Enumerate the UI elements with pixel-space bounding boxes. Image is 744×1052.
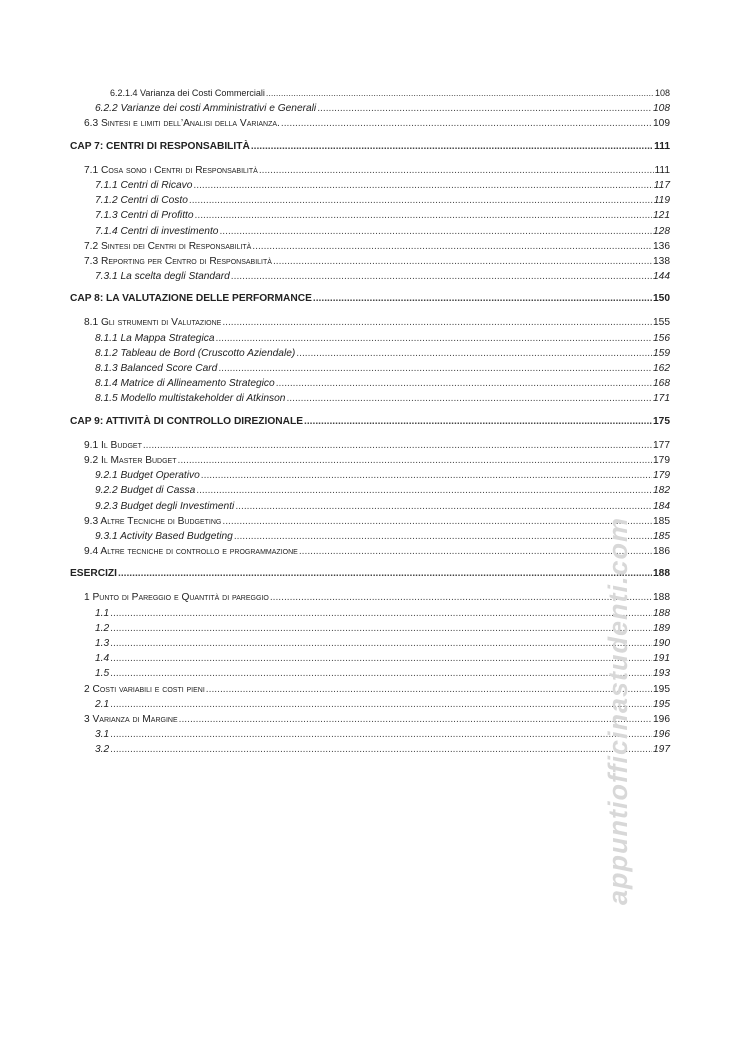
toc-entry-title: 9.2.2 Budget di Cassa [95, 485, 196, 497]
toc-entry[interactable] [70, 666, 670, 681]
toc-entry[interactable] [70, 742, 670, 757]
toc-leader-dots [266, 86, 654, 101]
toc-leader-dots [196, 483, 652, 498]
toc-page-number: 188 [653, 607, 670, 619]
toc-entry[interactable] [70, 483, 670, 498]
toc-entry-title: 6.2.1.4 Varianza dei Costi Commerciali [110, 88, 265, 98]
toc-entry-title: 9.2.3 Budget degli Investimenti [95, 500, 235, 512]
toc-entry-title: ESERCIZI [70, 568, 117, 580]
toc-page-number: 150 [653, 293, 670, 305]
toc-leader-dots [222, 315, 652, 330]
toc-entry-title: 6.3 Sintesi e limiti dell’Analisi della Varianza. [84, 118, 280, 130]
toc-entry-title: 1.1 [95, 607, 110, 619]
toc-entry[interactable] [70, 163, 670, 178]
toc-entry-title: 1.2 [95, 622, 110, 634]
toc-entry[interactable] [70, 529, 670, 544]
toc-leader-dots [222, 514, 652, 529]
toc-entry-title: 1 Punto di Pareggio e Quantità di pareggio [84, 592, 269, 604]
toc-entry-title: 9.4 Altre tecniche di controllo e programmazione [84, 546, 298, 558]
toc-entry[interactable] [70, 391, 670, 406]
toc-page-number: 162 [653, 363, 670, 374]
toc-entry[interactable] [70, 651, 670, 666]
toc-entry[interactable] [70, 727, 670, 742]
toc-entry-title: 1.5 [95, 668, 110, 680]
toc-page-number: 196 [653, 713, 670, 725]
toc-page-number: 189 [653, 622, 670, 634]
toc-page-number: 191 [653, 653, 670, 665]
toc-chapter-entry[interactable] [70, 291, 670, 306]
toc-entry-title: 7.1.4 Centri di investimento [95, 225, 219, 237]
toc-entry-title: 1.3 [95, 638, 110, 649]
toc-chapter-entry[interactable] [70, 139, 670, 154]
toc-leader-dots [313, 291, 652, 306]
toc-leader-dots [317, 101, 652, 116]
toc-entry-title: 6.2.2 Varianze dei costi Amministrativi e Generali [95, 103, 317, 115]
toc-entry[interactable] [70, 331, 670, 346]
toc-leader-dots [179, 712, 652, 727]
toc-page-number: 108 [653, 103, 670, 115]
toc-page-number: 121 [653, 210, 670, 222]
toc-entry-title: 7.1.2 Centri di Costo [95, 195, 188, 207]
toc-page-number: 159 [653, 347, 670, 359]
toc-leader-dots [235, 499, 652, 514]
toc-entry-title: 3 Varianza di Margine [84, 713, 178, 725]
toc-leader-dots [299, 544, 652, 559]
toc-leader-dots [259, 163, 654, 178]
toc-entry[interactable] [70, 544, 670, 559]
toc-leader-dots [118, 566, 652, 581]
toc-page-number: 111 [654, 164, 670, 176]
toc-entry[interactable] [70, 224, 670, 239]
toc-entry-title: 3.2 [95, 744, 110, 756]
toc-leader-dots [110, 727, 652, 742]
toc-entry-title: 8.1.1 La Mappa Strategica [95, 332, 215, 344]
toc-entry[interactable] [70, 239, 670, 254]
toc-entry[interactable] [70, 346, 670, 361]
toc-leader-dots [304, 414, 652, 429]
toc-chapter-entry[interactable] [70, 414, 670, 429]
toc-page-number: 171 [653, 393, 670, 405]
toc-entry-title: 8.1.4 Matrice di Allineamento Strategico [95, 378, 275, 390]
toc-entry-title: CAP 9: ATTIVITÀ DI CONTROLLO DIREZIONALE [70, 415, 303, 427]
toc-leader-dots [251, 139, 653, 154]
toc-page-number: 195 [653, 698, 670, 710]
toc-entry-title: 2.1 [95, 698, 110, 710]
toc-entry[interactable] [70, 438, 670, 453]
toc-chapter-entry[interactable] [70, 566, 670, 581]
toc-leader-dots [110, 666, 652, 681]
toc-page-number: 108 [654, 88, 670, 98]
toc-page-number: 188 [653, 568, 670, 580]
toc-leader-dots [219, 224, 652, 239]
toc-entry-title: 8.1.3 Balanced Score Card [95, 363, 218, 374]
toc-leader-dots [218, 361, 652, 376]
toc-page-number: 182 [653, 485, 670, 497]
toc-entry-title: 7.1.3 Centri di Profitto [95, 210, 194, 222]
toc-leader-dots [270, 590, 652, 605]
toc-page-number: 193 [653, 668, 670, 680]
toc-page-number: 186 [653, 546, 670, 558]
toc-leader-dots [195, 208, 652, 223]
toc-leader-dots [234, 529, 652, 544]
toc-entry[interactable] [70, 606, 670, 621]
toc-entry-title: 7.3.1 La scelta degli Standard [95, 271, 230, 283]
toc-page-number: 144 [653, 271, 670, 283]
toc-entry-title: 9.2.1 Budget Operativo [95, 470, 200, 482]
toc-page-number: 185 [653, 530, 670, 542]
toc-leader-dots [110, 606, 652, 621]
toc-page-number: 138 [653, 255, 670, 267]
toc-page-number: 179 [653, 470, 670, 482]
toc-leader-dots [281, 116, 652, 131]
toc-entry[interactable] [70, 499, 670, 514]
toc-page-number: 111 [654, 140, 670, 152]
toc-page-number: 175 [653, 415, 670, 427]
table-of-contents [70, 86, 670, 758]
toc-entry[interactable] [70, 254, 670, 269]
toc-leader-dots [193, 178, 652, 193]
toc-entry[interactable] [70, 514, 670, 529]
toc-entry[interactable] [70, 712, 670, 727]
toc-leader-dots [110, 697, 652, 712]
toc-page-number: 190 [653, 638, 670, 649]
toc-page-number: 196 [653, 729, 670, 741]
toc-entry[interactable] [70, 621, 670, 636]
toc-page-number: 197 [653, 744, 670, 756]
toc-page-number: 188 [653, 592, 670, 604]
toc-entry[interactable] [70, 178, 670, 193]
toc-leader-dots [110, 742, 652, 757]
toc-entry[interactable] [70, 468, 670, 483]
toc-page-number: 184 [653, 500, 670, 512]
toc-entry-title: 9.1 Il Budget [84, 439, 142, 451]
toc-leader-dots [296, 346, 652, 361]
toc-entry-title: 9.3.1 Activity Based Budgeting [95, 530, 233, 542]
toc-entry[interactable] [70, 376, 670, 391]
toc-entry-title: 7.2 Sintesi dei Centri di Responsabilità [84, 240, 252, 252]
toc-page-number: 195 [653, 683, 670, 695]
toc-leader-dots [110, 636, 652, 651]
toc-entry-title: 7.1 Cosa sono i Centri di Responsabilità [84, 164, 258, 176]
toc-leader-dots [276, 376, 652, 391]
toc-leader-dots [206, 682, 652, 697]
toc-leader-dots [252, 239, 652, 254]
toc-entry[interactable] [70, 269, 670, 284]
toc-entry[interactable] [70, 453, 670, 468]
toc-entry[interactable] [70, 86, 670, 101]
toc-page-number: 168 [653, 378, 670, 390]
toc-page-number: 117 [653, 179, 670, 191]
toc-entry[interactable] [70, 208, 670, 223]
toc-leader-dots [189, 193, 653, 208]
toc-leader-dots [201, 468, 652, 483]
toc-leader-dots [110, 651, 652, 666]
toc-entry-title: CAP 8: LA VALUTAZIONE DELLE PERFORMANCE [70, 293, 312, 305]
toc-leader-dots [286, 391, 652, 406]
toc-leader-dots [110, 621, 652, 636]
toc-entry[interactable] [70, 193, 670, 208]
toc-leader-dots [178, 453, 653, 468]
toc-page-number: 185 [653, 515, 670, 527]
toc-entry[interactable] [70, 590, 670, 605]
toc-entry-title: 7.3 Reporting per Centro di Responsabilità [84, 255, 272, 267]
toc-entry-title: 2 Costi variabili e costi pieni [84, 683, 205, 695]
watermark: appuntiofficinastudenti.com [603, 516, 633, 905]
toc-page-number: 177 [653, 439, 670, 451]
toc-page-number: 155 [653, 317, 670, 329]
toc-page-number: 136 [653, 240, 670, 252]
toc-entry[interactable] [70, 101, 670, 116]
toc-entry-title: 1.4 [95, 653, 110, 665]
toc-entry-title: 3.1 [95, 729, 110, 741]
toc-leader-dots [143, 438, 652, 453]
toc-page-number: 109 [653, 118, 670, 130]
toc-leader-dots [216, 331, 653, 346]
toc-entry-title: 9.2 Il Master Budget [84, 454, 177, 466]
toc-entry[interactable] [70, 315, 670, 330]
toc-entry[interactable] [70, 361, 670, 376]
toc-leader-dots [231, 269, 652, 284]
toc-page-number: 119 [653, 195, 670, 207]
toc-entry-title: CAP 7: CENTRI DI RESPONSABILITÀ [70, 140, 250, 152]
toc-entry-title: 8.1.5 Modello multistakeholder di Atkinson [95, 393, 286, 405]
toc-entry[interactable] [70, 697, 670, 712]
toc-page-number: 156 [653, 332, 670, 344]
toc-entry[interactable] [70, 636, 670, 651]
toc-entry-title: 8.1 Gli strumenti di Valutazione [84, 317, 222, 329]
toc-page-number: 179 [653, 454, 670, 466]
toc-entry[interactable] [70, 116, 670, 131]
toc-entry-title: 7.1.1 Centri di Ricavo [95, 179, 193, 191]
toc-entry-title: 8.1.2 Tableau de Bord (Cruscotto Aziendale) [95, 347, 296, 359]
toc-page-number: 128 [653, 225, 670, 237]
toc-entry[interactable] [70, 682, 670, 697]
toc-entry-title: 9.3 Altre Tecniche di Budgeting [84, 515, 222, 527]
toc-leader-dots [273, 254, 652, 269]
